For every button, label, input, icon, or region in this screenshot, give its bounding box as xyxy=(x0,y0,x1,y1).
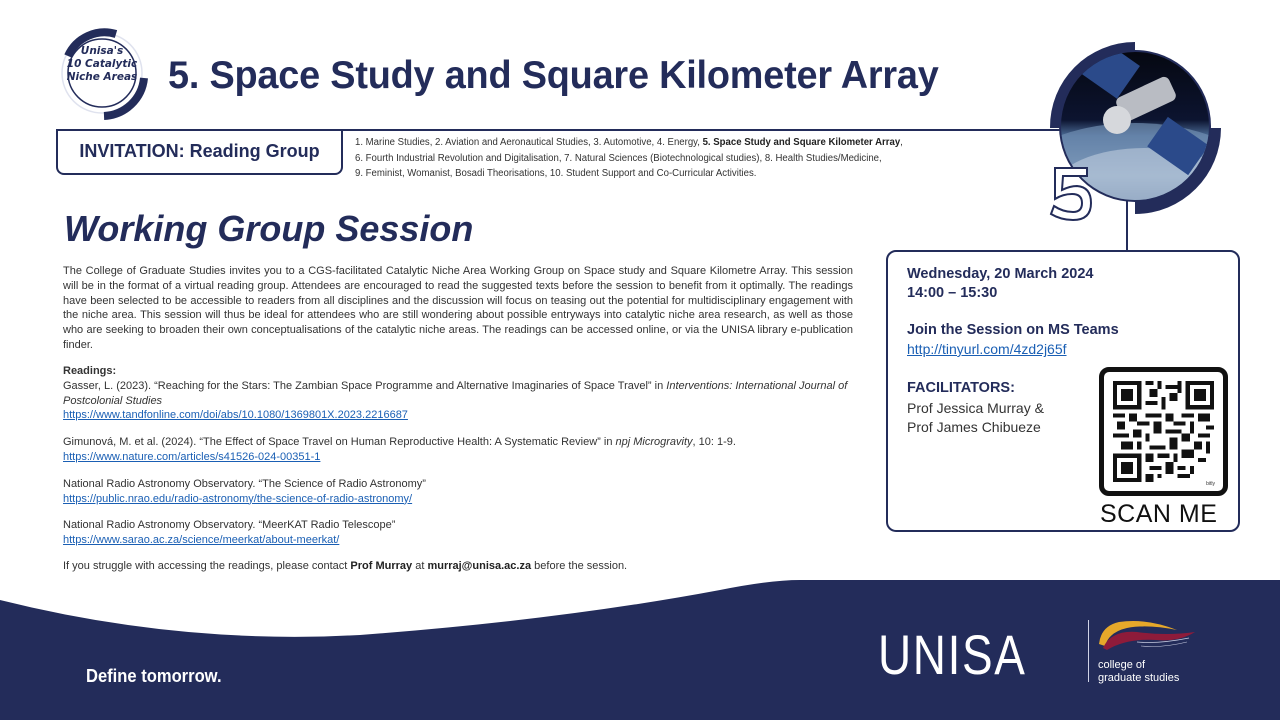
contact-name: Prof Murray xyxy=(350,560,413,572)
readings-list xyxy=(63,364,863,560)
contact-note: If you struggle with accessing the readings, please contact Prof Murray at murraj@unisa.ac.za before the session. xyxy=(63,560,628,572)
teams-link[interactable]: http://tinyurl.com/4zd2j65f xyxy=(907,341,1067,357)
join-label: Join the Session on MS Teams xyxy=(907,322,1119,338)
college-name: college of graduate studies xyxy=(1098,659,1180,684)
page-title: 5. Space Study and Square Kilometer Array xyxy=(168,54,939,97)
reading-link[interactable]: https://www.tandfonline.com/doi/abs/10.1080/1369801X.2023.2216687 xyxy=(63,409,408,422)
current-niche-area: 5. Space Study and Square Kilometer Array xyxy=(702,137,901,148)
unisa-flag-icon xyxy=(1097,618,1197,654)
emblem-connector-line xyxy=(1126,200,1128,252)
session-datetime xyxy=(907,265,1093,303)
session-description: The College of Graduate Studies invites you to a CGS-facilitated Catalytic Niche Area Working Group on Space study and Square Kilometre Array. This session will be in the format of a virtual reading group. Attendees are encouraged to read the suggested texts before the session to benefit from it optimally. The readings have been selected to be accessible to readers from all disciplines and the discussion will focus on teasing out the potential for multidisciplinary engagement with the niche area. This session will thus be ideal for attendees who are still wondering about possible entryways into catalytic niche area research, as well as those who are seeking to broaden their own conceptualisations of the catalytic niche areas. The readings can be accessed online, or via the UNISA library e-publication finder. xyxy=(63,265,853,351)
contact-email[interactable]: murraj@unisa.ac.za xyxy=(427,560,532,572)
qr-brand: bitly xyxy=(1206,481,1215,487)
reading-link[interactable]: https://public.nrao.edu/radio-astronomy/the-science-of-radio-astronomy/ xyxy=(63,492,413,505)
session-time: 14:00 – 15:30 xyxy=(907,285,998,301)
satellite-emblem-icon xyxy=(1025,28,1235,238)
badge-label: Unisa's 10 Catalytic Niche Areas xyxy=(66,45,138,83)
logo-divider xyxy=(1088,620,1089,682)
reading-item: National Radio Astronomy Observatory. “The Science of Radio Astronomy” https://public.nrao.edu/radio-astronomy/the-science-of-radio-astronomy/ xyxy=(63,477,426,505)
scan-me-label: SCAN ME xyxy=(1100,500,1218,528)
invitation-label: INVITATION: Reading Group xyxy=(79,140,320,161)
section-title: Working Group Session xyxy=(64,208,474,249)
reading-link[interactable]: https://www.nature.com/articles/s41526-024-00351-1 xyxy=(63,450,321,463)
qr-code[interactable] xyxy=(1099,367,1228,496)
reading-link[interactable]: https://www.sarao.ac.za/science/meerkat/about-meerkat/ xyxy=(63,534,340,547)
unisa-logo: UNISA xyxy=(878,623,1027,686)
reading-item: National Radio Astronomy Observatory. “MeerKAT Radio Telescope” https://www.sarao.ac.za/science/meerkat/about-meerkat/ xyxy=(63,519,396,547)
facilitators-label: FACILITATORS: xyxy=(907,380,1015,396)
readings-heading: Readings: xyxy=(63,365,117,377)
qr-code-icon xyxy=(1113,381,1214,482)
session-date: Wednesday, 20 March 2024 xyxy=(907,266,1094,282)
facilitator-names: Prof Jessica Murray & Prof James Chibueze xyxy=(907,400,1044,435)
footer-tagline: Define tomorrow. xyxy=(86,666,222,686)
invitation-label-box xyxy=(56,129,343,175)
reading-item: Gasser, L. (2023). “Reaching for the Stars: The Zambian Space Programme and Alternative Imaginaries of Space Travel” in Interventions: International Journal of Postcolonial Studies https://www.tandfonline.com/doi/abs/10.1080/1369801X.2023.2216687 xyxy=(63,379,848,422)
reading-item: Gimunová, M. et al. (2024). “The Effect of Space Travel on Human Reproductive Health: A Systematic Review” in npj Microgravity, 10: 1-9. https://www.nature.com/articles/s41526-024-00351-1 xyxy=(63,436,736,463)
niche-area-list: 1. Marine Studies, 2. Aviation and Aeronautical Studies, 3. Automotive, 4. Energy, 5. Space Study and Square Kilometer Array, 6. Fourth Industrial Revolution and Digitalisation, 7. Natural Sciences (Biotechnological studies), 8. Health Studies/Medicine, 9. Feminist, Womanist, Bosadi Theorisations, 10. Student Support and Co-Curricular Activities. xyxy=(355,137,903,179)
